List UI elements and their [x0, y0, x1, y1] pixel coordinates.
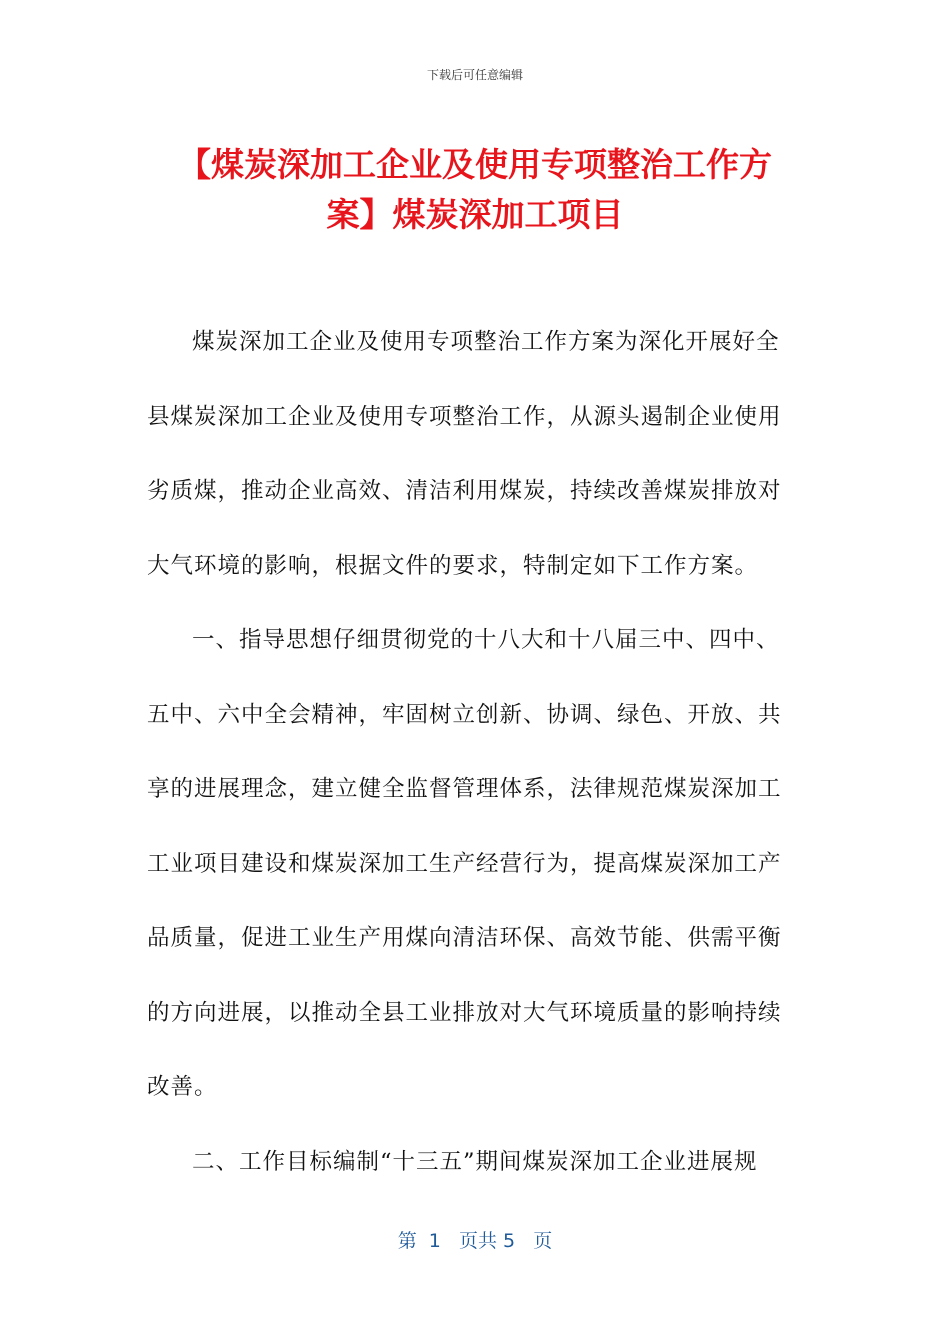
paragraph-line: 的方向进展，以推动全县工业排放对大气环境质量的影响持续	[147, 999, 782, 1026]
page-footer: 第 1 页共 5 页	[397, 1230, 553, 1252]
paragraph-line: 享的进展理念，建立健全监督管理体系，法律规范煤炭深加工	[147, 776, 782, 802]
paragraph-line: 县煤炭深加工企业及使用专项整治工作，从源头遏制企业使用	[147, 403, 782, 430]
paragraph-line: 劣质煤，推动企业高效、清洁利用煤炭，持续改善煤炭排放对	[147, 478, 782, 504]
document-title	[140, 140, 810, 240]
header-note: 下载后可任意编辑	[426, 68, 523, 82]
paragraph-line: 改善。	[147, 1074, 218, 1100]
paragraph-line: 五中、六中全会精神，牢固树立创新、协调、绿色、开放、共	[147, 701, 782, 728]
paragraph-line: 工业项目建设和煤炭深加工生产经营行为，提高煤炭深加工产	[147, 850, 782, 877]
document-body	[147, 311, 807, 1205]
paragraph-line: 品质量，促进工业生产用煤向清洁环保、高效节能、供需平衡	[147, 925, 782, 951]
paragraph-line: 一、指导思想仔细贯彻党的十八大和十八届三中、四中、	[192, 627, 780, 653]
paragraph-line: 煤炭深加工企业及使用专项整治工作方案为深化开展好全	[192, 329, 780, 355]
paragraph-line: 大气环境的影响，根据文件的要求，特制定如下工作方案。	[147, 552, 759, 579]
title-line: 案】煤炭深加工项目	[326, 195, 624, 234]
paragraph-line: 二、工作目标编制“十三五”期间煤炭深加工企业进展规	[192, 1148, 758, 1175]
title-line: 【煤炭深加工企业及使用专项整治工作方	[178, 145, 772, 184]
